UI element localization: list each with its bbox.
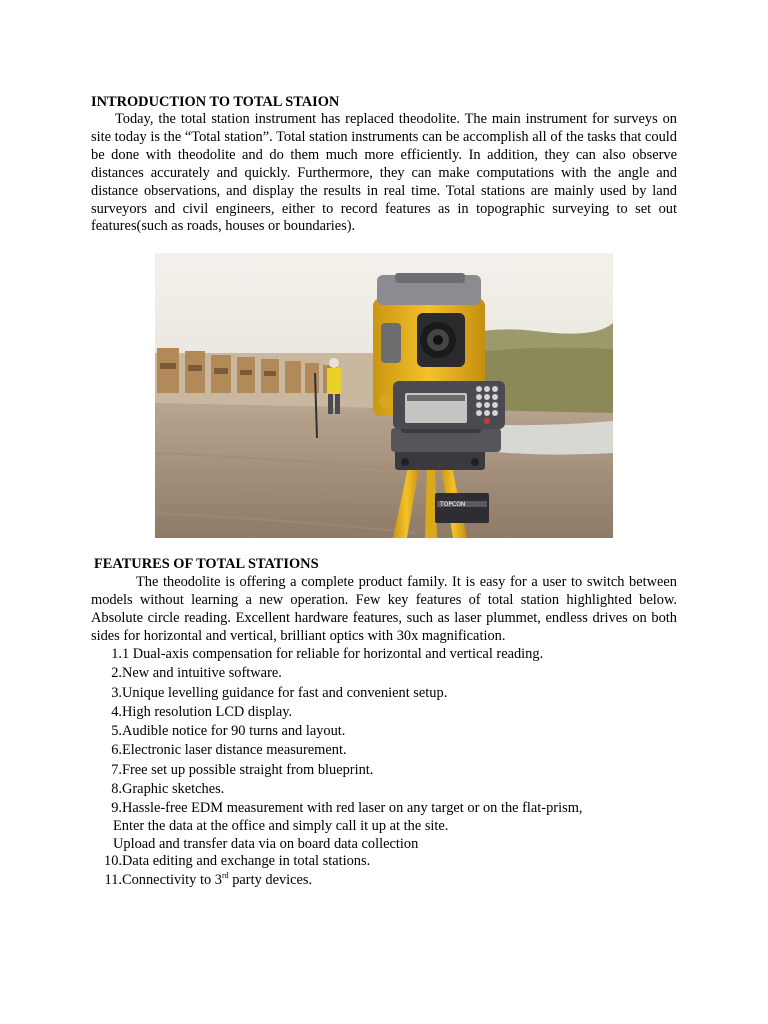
list-item: 1. 1 Dual-axis compensation for reliable for horizontal and vertical reading. xyxy=(111,646,544,662)
features-heading: FEATURES OF TOTAL STATIONS xyxy=(94,556,319,572)
list-item: 9. Hassle-free EDM measurement with red laser on any target or on the flat-prism, xyxy=(111,800,583,817)
features-list-continued xyxy=(98,852,371,891)
total-station-photo xyxy=(155,253,613,538)
list-item: 2. New and intuitive software. xyxy=(111,665,282,682)
brand-label: TOPCON xyxy=(440,501,466,508)
list-item: 11. Connectivity to 3rd party devices. xyxy=(104,871,313,889)
features-list xyxy=(98,645,583,819)
list-item: 6. Electronic laser distance measurement. xyxy=(111,742,347,759)
list-continuation-line: Enter the data at the office and simply call it up at the site. xyxy=(113,818,449,834)
list-item: 8. Graphic sketches. xyxy=(111,781,225,798)
list-item: 7. Free set up possible straight from blueprint. xyxy=(111,761,374,778)
features-paragraph: The theodolite is offering a complete product family. It is easy for a user to switch between models without learning a new operation. Few key features of total station highlighted below. Absolute circle reading. Excellent hardware features, such as laser plummet, endless drives on both sides for horizontal and vertical, brilliant optics with 30x magnification. xyxy=(91,574,677,644)
list-item: 4. High resolution LCD display. xyxy=(111,703,293,720)
intro-paragraph: Today, the total station instrument has replaced theodolite. The main instrument for surveys on site today is the “Total station”. Total station instruments can be accomplish all of the tasks that could be done with theodolite and do them much more efficiently. In addition, they can also observe distances accurately and quickly. Furthermore, they can make computations with the angle and distance observations, and display the results in real time. Total stations are mainly used by land surveyors and civil engineers, either to record features as in topographic surveying to set out features(such as roads, houses or boundaries). xyxy=(91,111,677,235)
list-item: 10. Data editing and exchange in total stations. xyxy=(104,853,371,869)
list-item: 5. Audible notice for 90 turns and layout. xyxy=(111,723,346,740)
list-continuation-line: Upload and transfer data via on board data collection xyxy=(113,836,419,852)
intro-heading: INTRODUCTION TO TOTAL STAION xyxy=(91,94,340,110)
list-item: 3. Unique levelling guidance for fast and convenient setup. xyxy=(111,684,448,701)
